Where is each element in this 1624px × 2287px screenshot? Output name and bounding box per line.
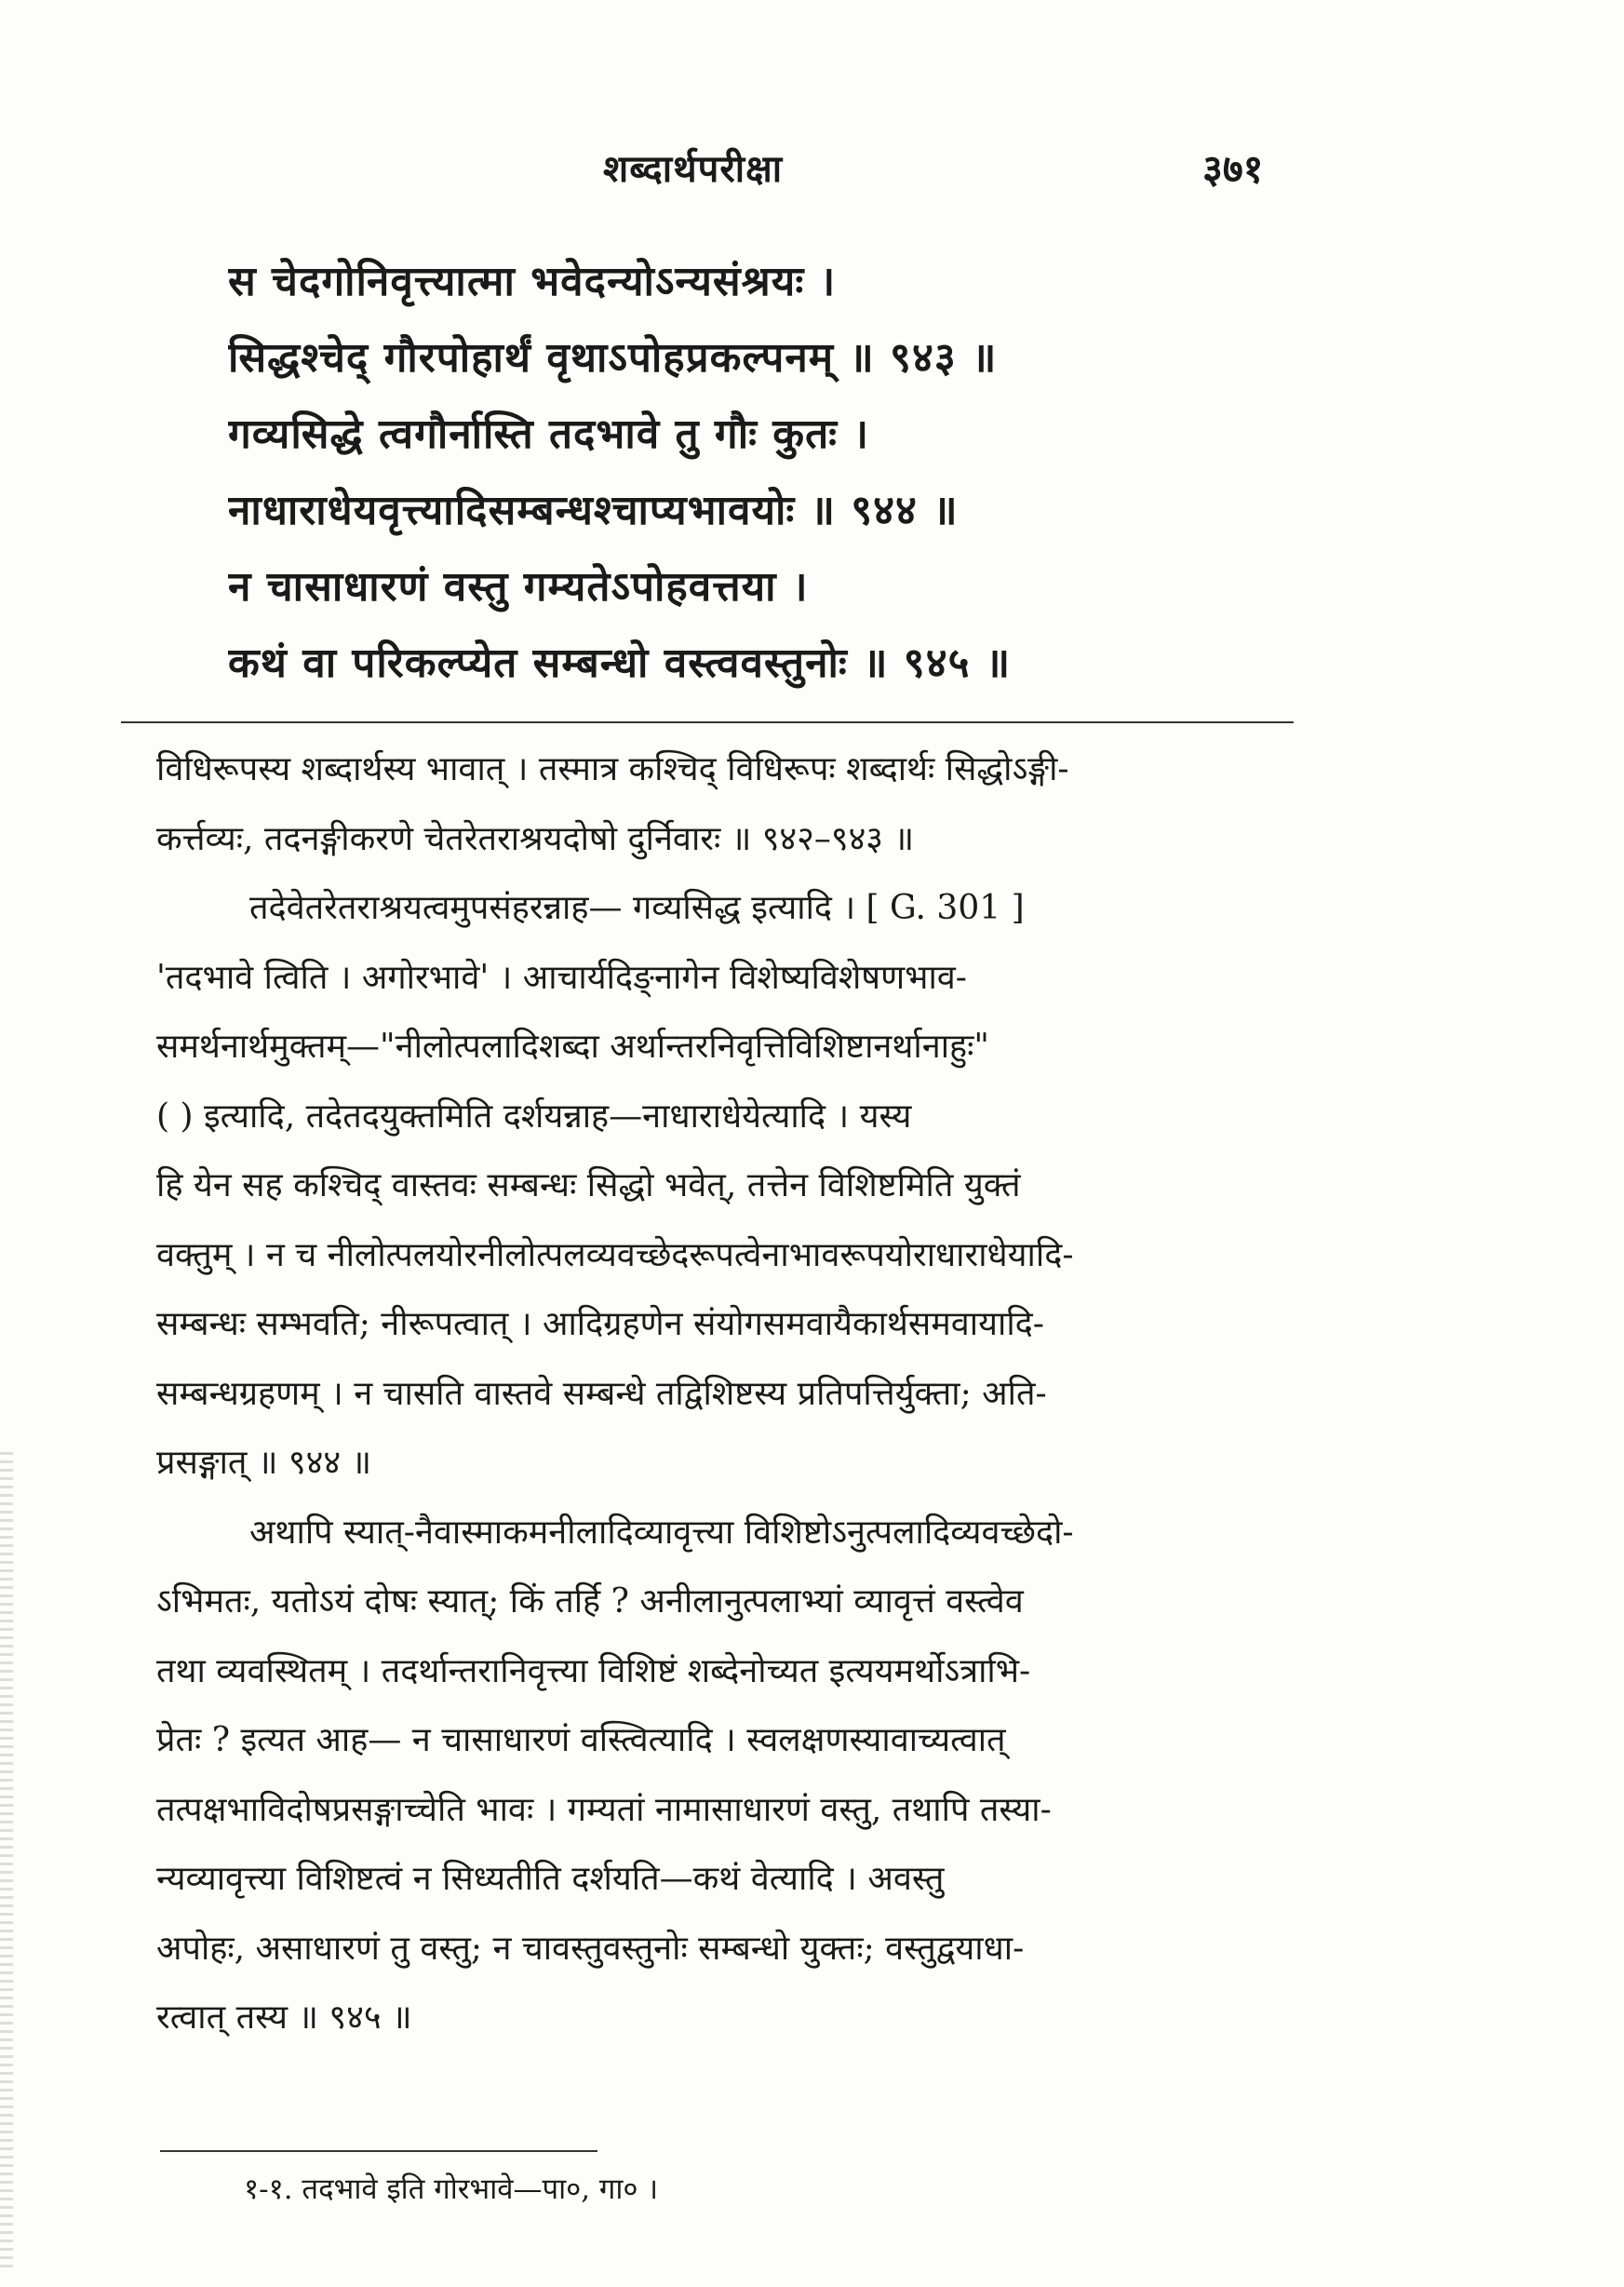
commentary-line: ( ) इत्यादि, तदेतदयुक्तमिति दर्शयन्नाह—नाधाराधेयेत्यादि । यस्य	[156, 1096, 912, 1136]
verse-line: कथं वा परिकल्प्येत सम्बन्धो वस्त्ववस्तुनोः ॥ ९४५ ॥	[228, 639, 1012, 687]
verse-line: न चासाधारणं वस्तु गम्यतेऽपोहवत्तया ।	[228, 563, 809, 611]
commentary-line: अपोहः, असाधारणं तु वस्तु; न चावस्तुवस्तुनोः सम्बन्धो युक्तः; वस्तुद्वयाधा-	[156, 1929, 1025, 1968]
commentary-line: अथापि स्यात्-नैवास्माकमनीलादिव्यावृत्त्या विशिष्टोऽनुत्पलादिव्यवच्छेदो-	[249, 1513, 1074, 1552]
commentary-block	[156, 735, 1338, 2053]
verse-block	[228, 244, 1261, 702]
commentary-line: वक्तुम् । न च नीलोत्पलयोरनीलोत्पलव्यवच्छेदरूपत्वेनाभावरूपयोराधाराधेयादि-	[156, 1235, 1074, 1274]
commentary-line: कर्त्तव्यः, तदनङ्गीकरणे चेतरेतराश्रयदोषो दुर्निवारः ॥ ९४२–९४३ ॥	[156, 819, 915, 858]
commentary-line: प्रेतः ? इत्यत आह— न चासाधारणं वस्त्वित्यादि । स्वलक्षणस्यावाच्यत्वात्	[156, 1721, 1006, 1759]
commentary-line: तथा व्यवस्थितम् । तदर्थान्तरानिवृत्त्या विशिष्टं शब्देनोच्यत इत्ययमर्थोऽत्राभि-	[156, 1651, 1031, 1690]
commentary-line: समर्थनार्थमुक्तम्—"नीलोत्पलादिशब्दा अर्थान्तरनिवृत्तिविशिष्टानर्थानाहुः"	[156, 1028, 989, 1066]
running-title: शब्दार्थपरीक्षा	[603, 147, 784, 191]
page-number: ३७१	[1202, 146, 1264, 192]
footnote: १-१. तदभावे इति गोरभावे—पा०, गा० ।	[244, 2173, 659, 2206]
commentary-line: हि येन सह कश्चिद् वास्तवः सम्बन्धः सिद्धो भवेत्, तत्तेन विशिष्टमिति युक्तं	[156, 1166, 1021, 1204]
footnote-rule	[160, 2150, 597, 2152]
commentary-line: न्यव्यावृत्त्या विशिष्टत्वं न सिध्यतीति दर्शयति—कथं वेत्यादि । अवस्तु	[156, 1860, 945, 1898]
binding-edge-mark	[0, 1452, 13, 2271]
verse-line: गव्यसिद्धे त्वगौर्नास्ति तदभावे तु गौः कुतः ।	[228, 410, 870, 458]
commentary-line: ऽभिमतः, यतोऽयं दोषः स्यात्; किं तर्हि ? अनीलानुत्पलाभ्यां व्यावृत्तं वस्त्वेव	[156, 1582, 1024, 1621]
verse-line: स चेदगोनिवृत्त्यात्मा भवेदन्योऽन्यसंश्रयः ।	[228, 258, 837, 305]
commentary-line: तदेवेतरेतराश्रयत्वमुपसंहरन्नाह— गव्यसिद्ध इत्यादि । [ G. 301 ]	[249, 889, 1025, 927]
commentary-line: 'तदभावे त्विति । अगोरभावे' । आचार्यदिङ्नागेन विशेष्यविशेषणभाव-	[156, 958, 967, 997]
commentary-line: तत्पक्षभाविदोषप्रसङ्गाच्चेति भावः । गम्यतां नामासाधारणं वस्तु, तथापि तस्या-	[156, 1790, 1052, 1829]
commentary-line: सम्बन्धग्रहणम् । न चासति वास्तवे सम्बन्धे तद्विशिष्टस्य प्रतिपत्तिर्युक्ता; अति-	[156, 1374, 1047, 1413]
running-head	[0, 141, 1624, 197]
verse-line: सिद्धश्चेद् गौरपोहार्थं वृथाऽपोहप्रकल्पनम् ॥ ९४३ ॥	[228, 334, 998, 382]
commentary-line: विधिरूपस्य शब्दार्थस्य भावात् । तस्मात्र कश्चिद् विधिरूपः शब्दार्थः सिद्धोऽङ्गी-	[156, 750, 1069, 788]
commentary-line: रत्वात् तस्य ॥ ९४५ ॥	[156, 1998, 412, 2037]
verse-line: नाधाराधेयवृत्त्यादिसम्बन्धश्चाप्यभावयोः ॥ ९४४ ॥	[228, 487, 959, 534]
verse-separator-rule	[121, 721, 1294, 723]
commentary-line: प्रसङ्गात् ॥ ९४४ ॥	[156, 1444, 372, 1482]
commentary-line: सम्बन्धः सम्भवति; नीरूपत्वात् । आदिग्रहणेन संयोगसमवायैकार्थसमवायादि-	[156, 1305, 1044, 1343]
